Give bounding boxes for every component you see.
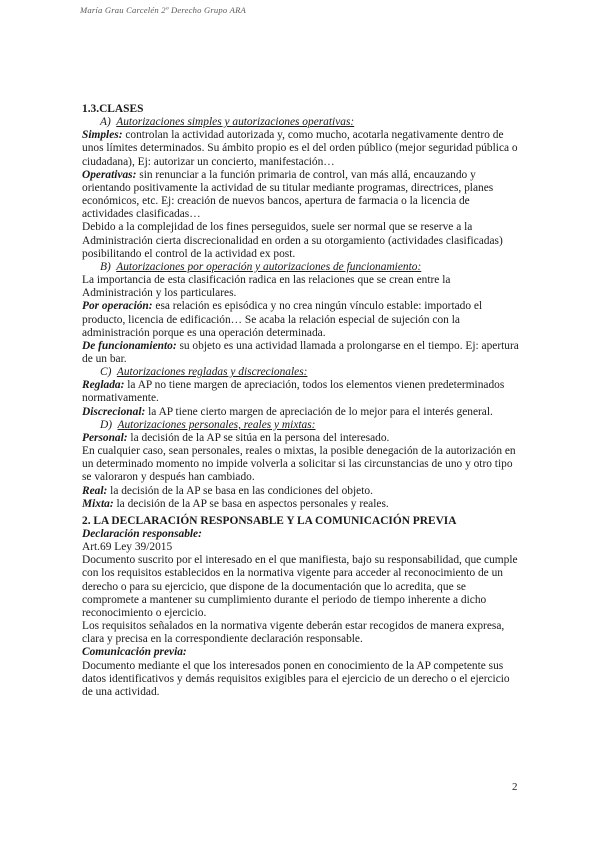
text-mixta: la decisión de la AP se basa en aspectos personales y reales.	[113, 497, 389, 510]
subsection-d	[82, 419, 522, 432]
subsection-a	[82, 116, 522, 129]
text-discrecional: la AP tiene cierto margen de apreciación de lo mejor para el interés general.	[145, 405, 493, 418]
section-title: 1.3.CLASES	[82, 103, 144, 115]
term-simples: Simples:	[82, 129, 123, 142]
term-discrecional: Discrecional:	[82, 405, 146, 418]
paragraph-declaracion: Documento suscrito por el interesado en el que manifiesta, bajo su responsabilidad, que cumple con los requisitos establecidos en la normativa vigente para acceder al reconocimiento de un derecho o para su ejercicio, que dispone de la documentación que lo acredita, que se compromete a mantener su cumplimiento durante el periodo de tiempo inherente a dicho reconocimiento o ejercicio.	[82, 554, 518, 619]
subsection-d-title: Autorizaciones personales, reales y mixtas:	[117, 418, 316, 431]
subsection-c-title: Autorizaciones regladas y discrecionales:	[116, 366, 308, 379]
paragraph-comunicacion: Documento mediante el que los interesados ponen en conocimiento de la AP competente sus datos identificativos y demás requisitos exigibles para el ejercicio de un derecho o el ejercicio de una actividad.	[82, 659, 510, 698]
comunicacion-heading: Comunicación previa:	[82, 646, 187, 659]
term-operativas: Operativas:	[82, 168, 137, 181]
text-operativas: sin renunciar a la función primaria de control, van más allá, encauzando y orientando positivamente la actividad de su titular mediante programas, directrices, planes económicos, etc. Ej: creación de nuevos bancos, apertura de farmacia o la licencia de actividades clasificadas…	[82, 168, 494, 221]
paragraph-funcionamiento	[82, 340, 522, 366]
subsection-b-letter: B)	[100, 260, 111, 273]
text-por-operacion: esa relación es episódica y no crea ningún vínculo estable: importado el producto, licencia de edificación… Se acaba la relación especial de sujeción con la administración porque es una operación determinada.	[82, 300, 483, 339]
text-real: la decisión de la AP se basa en las condiciones del objeto.	[107, 484, 373, 497]
paragraph-importancia: La importancia de esta clasificación radica en las relaciones que se crean entre la Administración y los particulares.	[82, 274, 451, 300]
paragraph-personal	[82, 432, 522, 445]
page-number: 2	[512, 781, 518, 793]
paragraph-debido: Debido a la complejidad de los fines perseguidos, suele ser normal que se reserve a la Administración cierta discrecionalidad en orden a su otorgamiento (actividades clasificadas) posibilitando el control de la actividad ex post.	[82, 221, 503, 260]
term-por-operacion: Por operación:	[82, 300, 153, 313]
text-reglada: la AP no tiene margen de apreciación, todos los elementos vienen predeterminados normativamente.	[82, 379, 505, 405]
paragraph-mixta	[82, 498, 522, 511]
paragraph-operativas	[82, 169, 522, 222]
article-reference: Art.69 Ley 39/2015	[82, 541, 173, 554]
paragraph-real	[82, 485, 522, 498]
subsection-a-title: Autorizaciones simples y autorizaciones operativas:	[116, 116, 355, 129]
paragraph-por-operacion	[82, 300, 522, 339]
term-mixta: Mixta:	[82, 497, 114, 510]
paragraph-discrecional	[82, 406, 522, 419]
page-header: María Grau Carcelén 2º Derecho Grupo ARA	[80, 5, 246, 15]
subsection-b	[82, 261, 522, 274]
paragraph-reglada	[82, 379, 522, 405]
subsection-a-letter: A)	[100, 116, 111, 129]
term-reglada: Reglada:	[82, 379, 125, 392]
term-personal: Personal:	[82, 431, 128, 444]
subsection-b-title: Autorizaciones por operación y autorizaciones de funcionamiento:	[116, 260, 422, 273]
paragraph-simples	[82, 129, 522, 168]
subsection-d-letter: D)	[100, 418, 113, 431]
document-body	[82, 103, 522, 699]
term-real: Real:	[82, 484, 108, 497]
text-funcionamiento: su objeto es una actividad llamada a prolongarse en el tiempo. Ej: apertura de un bar.	[82, 339, 519, 365]
term-funcionamiento: De funcionamiento:	[82, 339, 177, 352]
text-personal: la decisión de la AP se sitúa en la persona del interesado.	[127, 431, 390, 444]
subsection-c	[82, 366, 522, 379]
text-simples: controlan la actividad autorizada y, como mucho, acotarla negativamente dentro de unos límites determinados. Su ámbito propio es el del orden público (mejor seguridad pública o ciudadana), Ej: autorizar un concierto, manifestación…	[82, 129, 518, 168]
paragraph-cualquier-caso: En cualquier caso, sean personales, reales o mixtas, la posible denegación de la autorización en un determinado momento no impide volverla a solicitar si las circunstancias de uno y otro tipo se valoraron y después han cambiado.	[82, 445, 516, 484]
declaracion-heading: Declaración responsable:	[82, 528, 202, 540]
paragraph-requisitos: Los requisitos señalados en la normativa vigente deberán estar recogidos de manera expresa, clara y precisa en la correspondiente declaración responsable.	[82, 620, 505, 646]
subsection-c-letter: C)	[100, 366, 112, 379]
section-2-title: 2. LA DECLARACIÓN RESPONSABLE Y LA COMUNICACIÓN PREVIA	[82, 514, 457, 527]
